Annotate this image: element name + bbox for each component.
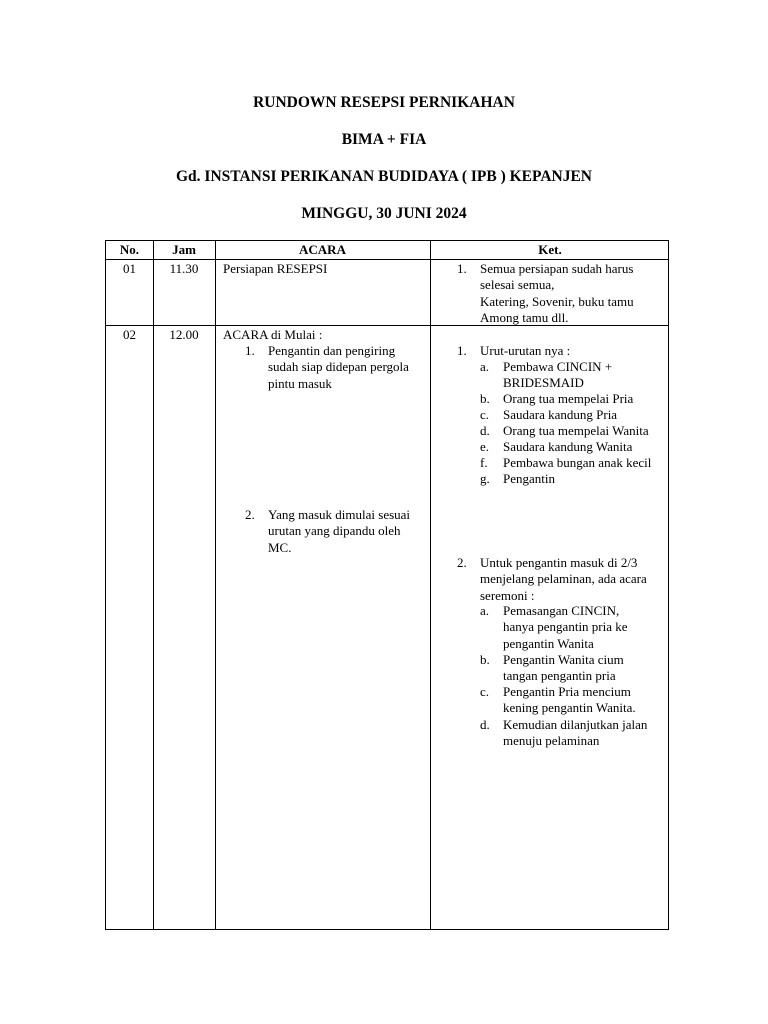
sub-letter: b.: [480, 391, 490, 406]
sub-letter: g.: [480, 471, 490, 486]
item-number: 1.: [457, 343, 467, 358]
text-line: Pembawa bungan anak kecil: [503, 455, 652, 470]
text-line: BRIDESMAID: [503, 375, 584, 391]
text-line: Pengantin Pria mencium: [503, 684, 631, 699]
header-divider: [106, 259, 668, 260]
rundown-table: [105, 240, 669, 930]
text-line: Among tamu dll.: [480, 309, 569, 325]
row-number: 02: [123, 327, 136, 342]
sub-letter: c.: [480, 407, 490, 422]
item-number: 2.: [245, 507, 255, 522]
text-line: Pengantin Wanita cium: [503, 652, 624, 667]
sub-letter: b.: [480, 652, 490, 667]
row-time: 11.30: [169, 261, 199, 276]
text-line: Kemudian dilanjutkan jalan: [503, 717, 648, 732]
sub-letter: e.: [480, 439, 490, 454]
col-header-jam: Jam: [172, 242, 196, 257]
text-line: selesai semua,: [480, 277, 555, 293]
document-title: RUNDOWN RESEPSI PERNIKAHAN: [253, 94, 515, 111]
text-line: menuju pelaminan: [503, 733, 600, 749]
text-line: Katering, Sovenir, buku tamu: [480, 293, 634, 309]
column-divider: [215, 241, 216, 929]
item-number: 1.: [457, 261, 467, 276]
text-line: Pembawa CINCIN +: [503, 359, 613, 374]
text-line: hanya pengantin pria ke: [503, 619, 628, 635]
text-line: Orang tua mempelai Pria: [503, 391, 634, 406]
column-divider: [153, 241, 154, 929]
text-line: seremoni :: [480, 587, 535, 603]
text-line: Saudara kandung Pria: [503, 407, 618, 422]
text-line: Untuk pengantin masuk di 2/3: [480, 555, 638, 570]
sub-letter: a.: [480, 603, 490, 618]
text-line: Yang masuk dimulai sesuai: [268, 507, 411, 522]
acara-intro: ACARA di Mulai :: [223, 327, 323, 342]
sub-letter: d.: [480, 423, 490, 438]
text-line: Saudara kandung Wanita: [503, 439, 633, 454]
sub-letter: c.: [480, 684, 490, 699]
text-line: Pemasangan CINCIN,: [503, 603, 620, 618]
text-line: kening pengantin Wanita.: [503, 700, 636, 716]
text-line: Orang tua mempelai Wanita: [503, 423, 649, 438]
item-text: Urut-urutan nya :: [480, 343, 571, 358]
col-header-acara: ACARA: [299, 242, 346, 257]
item-text: [480, 261, 670, 294]
text-line: Pengantin: [503, 471, 555, 486]
sub-letter: f.: [480, 455, 488, 470]
sub-letter: a.: [480, 359, 490, 374]
text-line: menjelang pelaminan, ada acara: [480, 571, 647, 587]
row-divider: [106, 325, 668, 326]
col-header-no: No.: [119, 242, 140, 257]
item-number: 2.: [457, 555, 467, 570]
item-number: 1.: [245, 343, 255, 358]
text-line: pengantin Wanita: [503, 635, 594, 651]
text-line: urutan yang dipandu oleh: [268, 523, 401, 539]
col-header-ket: Ket.: [538, 242, 562, 257]
text-line: Pengantin dan pengiring: [268, 343, 396, 358]
sub-letter: d.: [480, 717, 490, 732]
row-number: 01: [123, 261, 136, 276]
event-date: MINGGU, 30 JUNI 2024: [301, 205, 467, 222]
text-line: MC.: [268, 539, 292, 555]
text-line: sudah siap didepan pergola: [268, 359, 409, 375]
couple-names: BIMA + FIA: [341, 131, 427, 148]
text-line: Semua persiapan sudah harus: [480, 261, 634, 276]
text-line: pintu masuk: [268, 375, 332, 391]
row-activity: Persiapan RESEPSI: [223, 261, 328, 276]
text-line: tangan pengantin pria: [503, 668, 616, 684]
venue: Gd. INSTANSI PERIKANAN BUDIDAYA ( IPB ) KEPANJEN: [176, 168, 592, 185]
row-time: 12.00: [169, 327, 199, 342]
